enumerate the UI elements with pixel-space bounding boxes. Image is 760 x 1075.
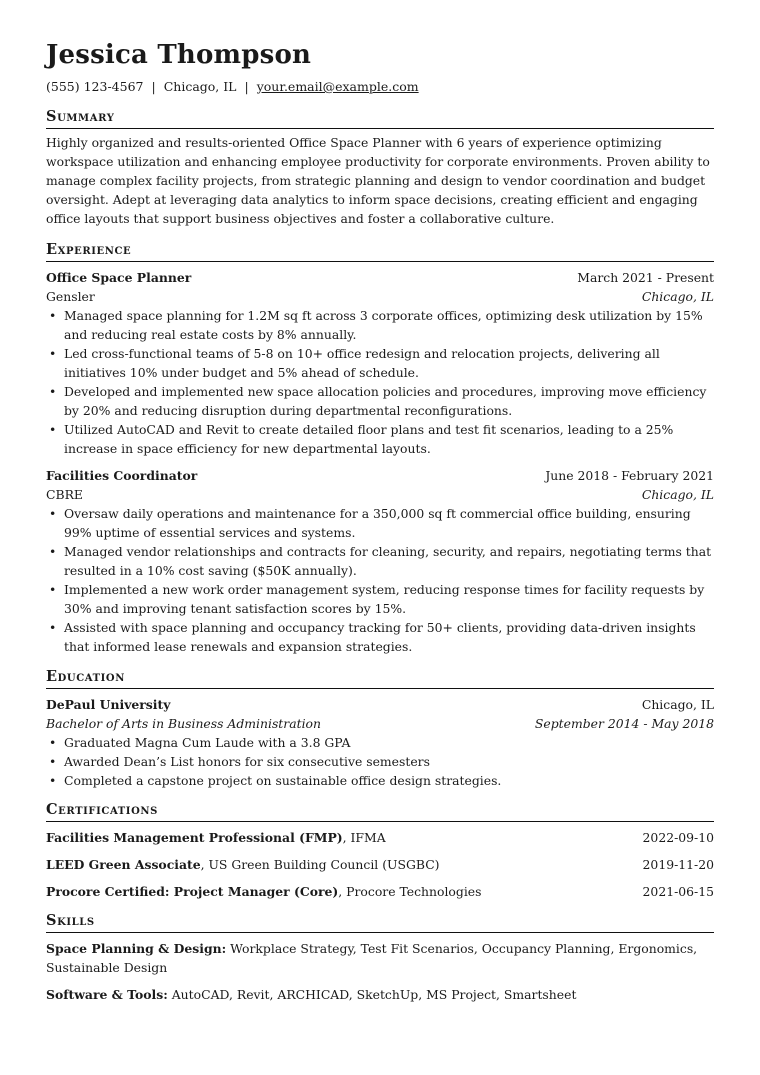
skill-label: Software & Tools: (46, 987, 168, 1002)
phone-number: (555) 123-4567 (46, 79, 144, 94)
skill-values: AutoCAD, Revit, ARCHICAD, SketchUp, MS Project, Smartsheet (167, 987, 577, 1002)
contact-separator: | (151, 79, 156, 94)
certification-date: 2021-06-15 (642, 884, 714, 899)
bullet-dot: • (49, 308, 57, 323)
job-location: Chicago, IL (641, 289, 714, 304)
certification-item (46, 882, 714, 901)
bullet-dot: • (49, 422, 57, 437)
bullet-dot: • (49, 620, 57, 635)
bullet-dot: • (49, 582, 57, 597)
certification-name: Procore Certified: Project Manager (Core) (46, 884, 339, 899)
job-company: Gensler (46, 289, 95, 304)
list-item: • Graduated Magna Cum Laude with a 3.8 GPA (49, 735, 351, 750)
list-item: • Managed vendor relationships and contracts for cleaning, security, and repairs, negotiating terms that resulted in a 10% cost saving ($50K annually). (49, 544, 712, 578)
email-link[interactable]: your.email@example.com (256, 79, 419, 94)
certification-date: 2019-11-20 (642, 857, 714, 872)
bullet-dot: • (49, 506, 57, 521)
bullet-dot: • (49, 735, 57, 750)
section-title-education: Education (46, 668, 714, 689)
contact-location: Chicago, IL (163, 79, 237, 94)
resume-page (46, 40, 714, 1004)
job-company: CBRE (46, 487, 83, 502)
certification-item (46, 828, 714, 847)
education-bullets (46, 733, 714, 790)
section-title-summary: Summary (46, 108, 714, 129)
summary-text: Highly organized and results-oriented Office Space Planner with 6 years of experience optimizing workspace utilization and enhancing employee productivity for corporate environments. Proven ability to manage complex facility projects, from strategic planning and design to vendor coordination and budget oversight. Adept at leveraging data analytics to inform space decisions, creating efficient and engaging office layouts that support business objectives and foster a collaborative culture. (46, 135, 710, 226)
job-dates: June 2018 - February 2021 (545, 468, 714, 483)
job-dates: March 2021 - Present (577, 270, 714, 285)
certification-item (46, 855, 714, 874)
section-title-skills: Skills (46, 912, 714, 933)
job-entry-gensler (46, 268, 714, 458)
skill-line (46, 939, 714, 977)
skill-values: Workplace Strategy, Test Fit Scenarios, Occupancy Planning, Ergonomics, Sustainable Design (46, 941, 698, 975)
list-item: • Awarded Dean’s List honors for six consecutive semesters (49, 754, 430, 769)
job-role: Facilities Coordinator (46, 468, 198, 483)
certification-issuer: , US Green Building Council (USGBC) (200, 857, 440, 872)
certification-date: 2022-09-10 (642, 830, 714, 845)
bullet-dot: • (49, 544, 57, 559)
degree-name: Bachelor of Arts in Business Administration (46, 716, 321, 731)
certification-issuer: , IFMA (342, 830, 386, 845)
list-item: • Completed a capstone project on sustainable office design strategies. (49, 773, 502, 788)
list-item: • Assisted with space planning and occupancy tracking for 50+ clients, providing data-driven insights that informed lease renewals and expansion strategies. (49, 620, 696, 654)
bullet-dot: • (49, 346, 57, 361)
certification-name: Facilities Management Professional (FMP) (46, 830, 343, 845)
skill-label: Space Planning & Design: (46, 941, 227, 956)
job-entry-cbre (46, 466, 714, 656)
school-location: Chicago, IL (641, 697, 714, 712)
list-item: • Oversaw daily operations and maintenance for a 350,000 sq ft commercial office building, ensuring 99% uptime of essential services and systems. (49, 506, 691, 540)
bullet-dot: • (49, 384, 57, 399)
job-bullets (46, 306, 714, 458)
education-entry (46, 695, 714, 790)
skill-line (46, 985, 714, 1004)
list-item: • Led cross-functional teams of 5-8 on 10+ office redesign and relocation projects, delivering all initiatives 10% under budget and 5% ahead of schedule. (49, 346, 660, 380)
contact-line (46, 79, 714, 95)
bullet-dot: • (49, 773, 57, 788)
job-bullets (46, 504, 714, 656)
skills-list (46, 939, 714, 1004)
list-item: • Managed space planning for 1.2M sq ft across 3 corporate offices, optimizing desk utilization by 15% and reducing real estate costs by 8% annually. (49, 308, 703, 342)
section-title-certifications: Certifications (46, 801, 714, 822)
contact-separator: | (244, 79, 249, 94)
list-item: • Utilized AutoCAD and Revit to create detailed floor plans and test fit scenarios, leading to a 25% increase in space efficiency for new departmental layouts. (49, 422, 674, 456)
list-item: • Implemented a new work order management system, reducing response times for facility requests by 30% and improving tenant satisfaction scores by 15%. (49, 582, 705, 616)
job-location: Chicago, IL (641, 487, 714, 502)
school-name: DePaul University (46, 697, 171, 712)
section-title-experience: Experience (46, 241, 714, 262)
job-role: Office Space Planner (46, 270, 192, 285)
education-dates: September 2014 - May 2018 (534, 716, 714, 731)
certification-issuer: , Procore Technologies (338, 884, 482, 899)
list-item: • Developed and implemented new space allocation policies and procedures, improving move efficiency by 20% and reducing disruption during departmental reconfigurations. (49, 384, 707, 418)
certification-name: LEED Green Associate (46, 857, 201, 872)
certification-list (46, 828, 714, 901)
candidate-name: Jessica Thompson (46, 40, 312, 70)
bullet-dot: • (49, 754, 57, 769)
